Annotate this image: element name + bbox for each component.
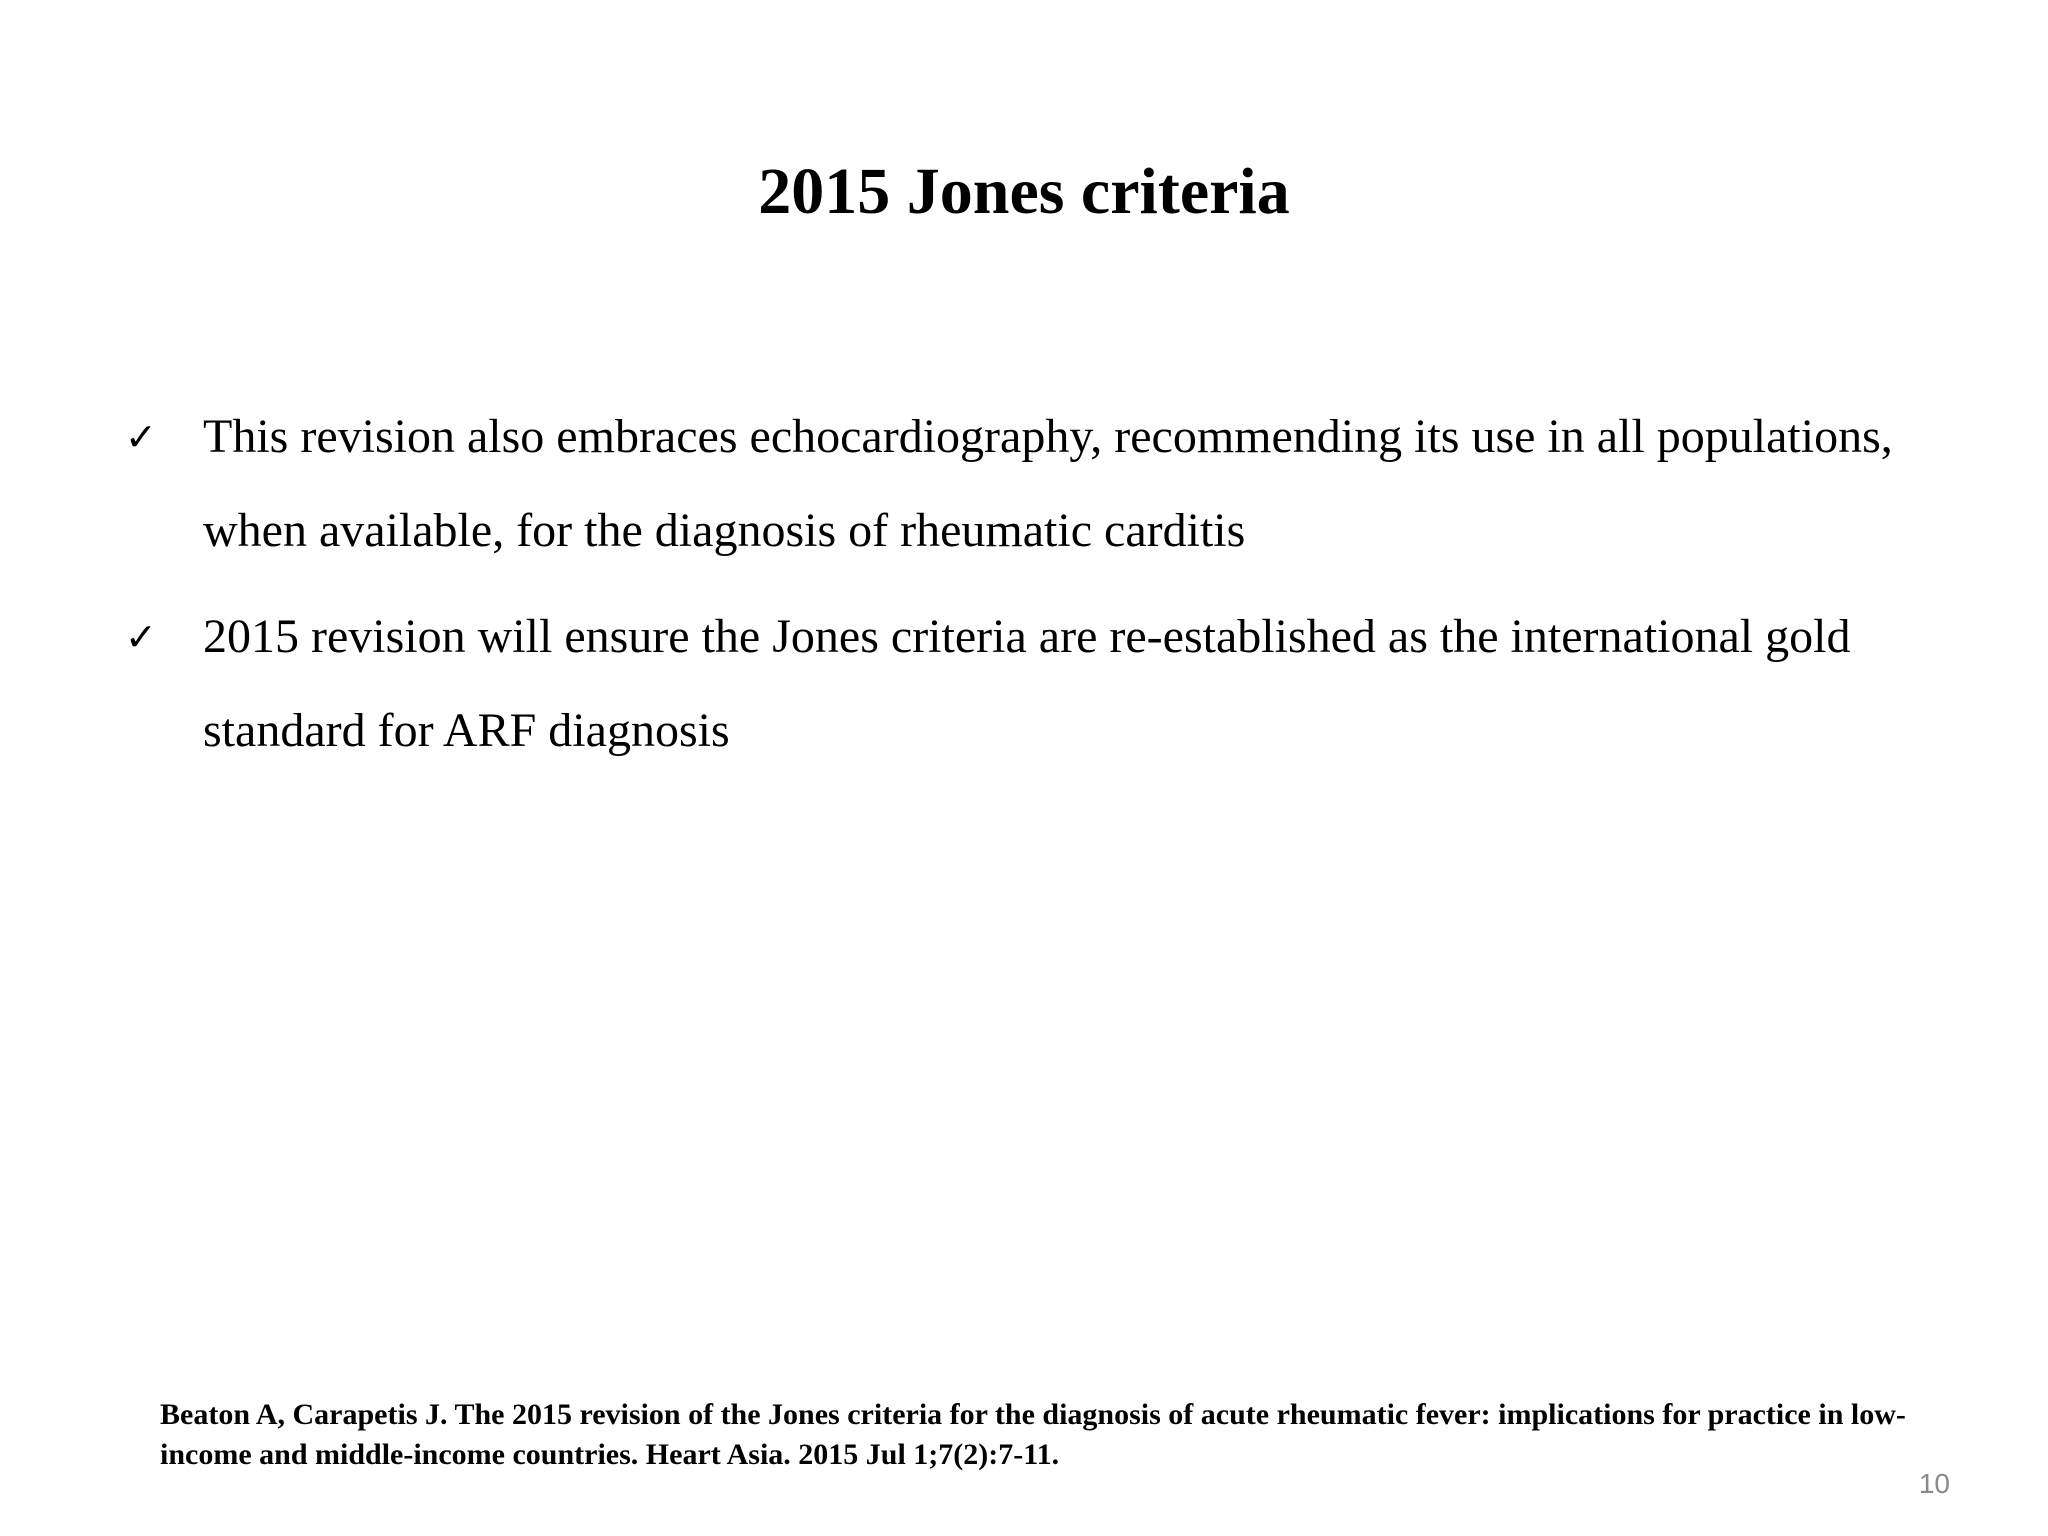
bullet-text: This revision also embraces echocardiography, recommending its use in all populations, when available, for the diagnosis of rheumatic carditis <box>203 410 1893 557</box>
bullet-item <box>125 590 1925 778</box>
page-number: 10 <box>1918 1468 1950 1499</box>
checkmark-icon: ✓ <box>125 615 157 659</box>
slide-title: 2015 Jones criteria <box>758 155 1290 228</box>
checkmark-icon: ✓ <box>125 415 157 459</box>
bullet-text: 2015 revision will ensure the Jones criteria are re-established as the international gold standard for ARF diagnosis <box>203 610 1851 757</box>
bullet-item <box>125 390 1925 578</box>
bullet-list <box>125 390 1925 790</box>
reference-citation: Beaton A, Carapetis J. The 2015 revision of the Jones criteria for the diagnosis of acute rheumatic fever: implications for practice in low-income and middle-income countries. Heart Asia. 2015 Jul 1;7(2):7-11. <box>160 1398 1906 1471</box>
